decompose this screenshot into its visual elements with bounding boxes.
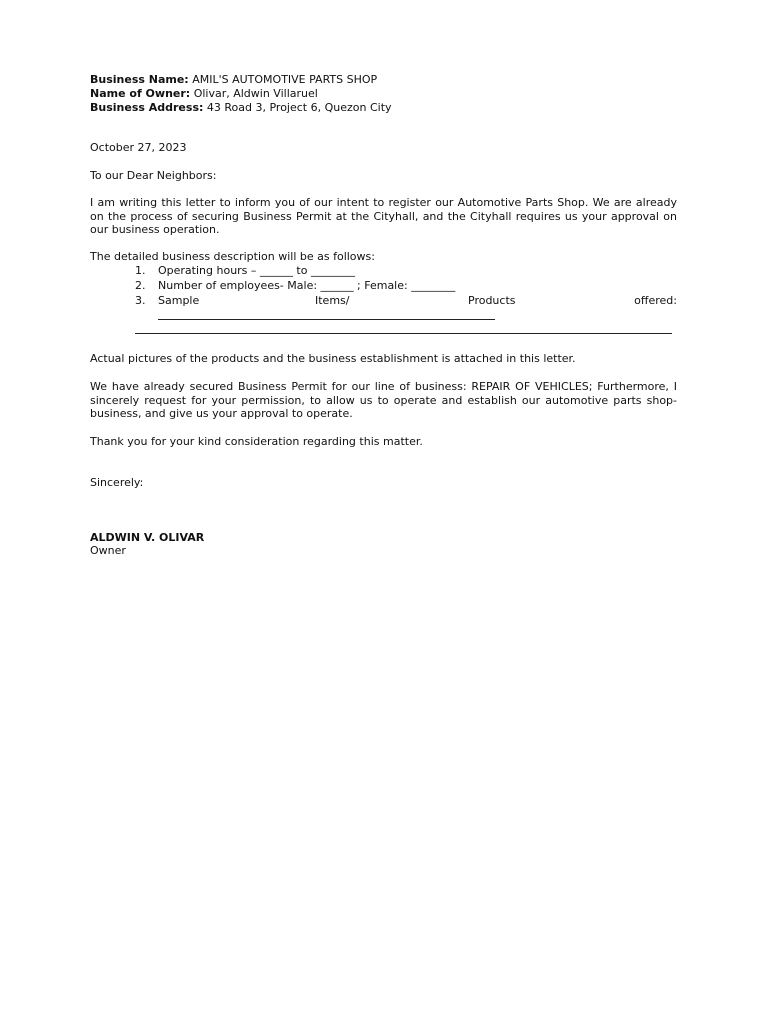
permit-paragraph: We have already secured Business Permit for our line of business: REPAIR OF VEHICLES; Furthermore, I sincerely request for your permission, to allow us to operate and establish our automotive parts shop-business, and give us your approval to operate. — [90, 380, 677, 421]
closing: Sincerely: — [90, 476, 144, 489]
list-item-employees — [135, 279, 455, 293]
salutation: To our Dear Neighbors: — [90, 169, 217, 182]
letter-date: October 27, 2023 — [90, 141, 187, 154]
list-text: Operating hours – ______ to ________ — [158, 264, 355, 277]
list-item-operating-hours — [135, 264, 355, 278]
items-word: Items/ — [315, 294, 350, 307]
sample-word: Sample — [158, 294, 200, 307]
signature-name: ALDWIN V. OLIVAR — [90, 531, 205, 544]
offered-word: offered: — [634, 294, 677, 307]
owner-name-value: Olivar, Aldwin Villaruel — [193, 87, 318, 100]
description-intro: The detailed business description will be as follows: — [90, 250, 375, 263]
business-name-value: AMIL'S AUTOMOTIVE PARTS SHOP — [192, 73, 378, 86]
signature-title: Owner — [90, 544, 126, 557]
owner-name-line — [90, 87, 318, 101]
business-name-line — [90, 73, 377, 87]
list-number: 1. — [135, 264, 146, 277]
thanks-paragraph: Thank you for your kind consideration regarding this matter. — [90, 435, 423, 448]
list-text: Number of employees- Male: ______ ; Female: ________ — [158, 279, 456, 292]
list-number: 2. — [135, 279, 146, 292]
business-address-line — [90, 101, 392, 115]
blank-line-short — [158, 319, 495, 320]
business-name-label: Business Name: — [90, 73, 189, 86]
business-address-value: 43 Road 3, Project 6, Quezon City — [206, 101, 392, 114]
blank-line-long — [135, 333, 672, 334]
list-number: 3. — [135, 294, 146, 307]
pictures-paragraph: Actual pictures of the products and the business establishment is attached in this letter. — [90, 352, 576, 365]
business-address-label: Business Address: — [90, 101, 204, 114]
products-word: Products — [468, 294, 516, 307]
intro-paragraph: I am writing this letter to inform you of our intent to register our Automotive Parts Shop. We are already on the process of securing Business Permit at the Cityhall, and the Cityhall requires us your approval on our business operation. — [90, 196, 677, 237]
owner-name-label: Name of Owner: — [90, 87, 191, 100]
